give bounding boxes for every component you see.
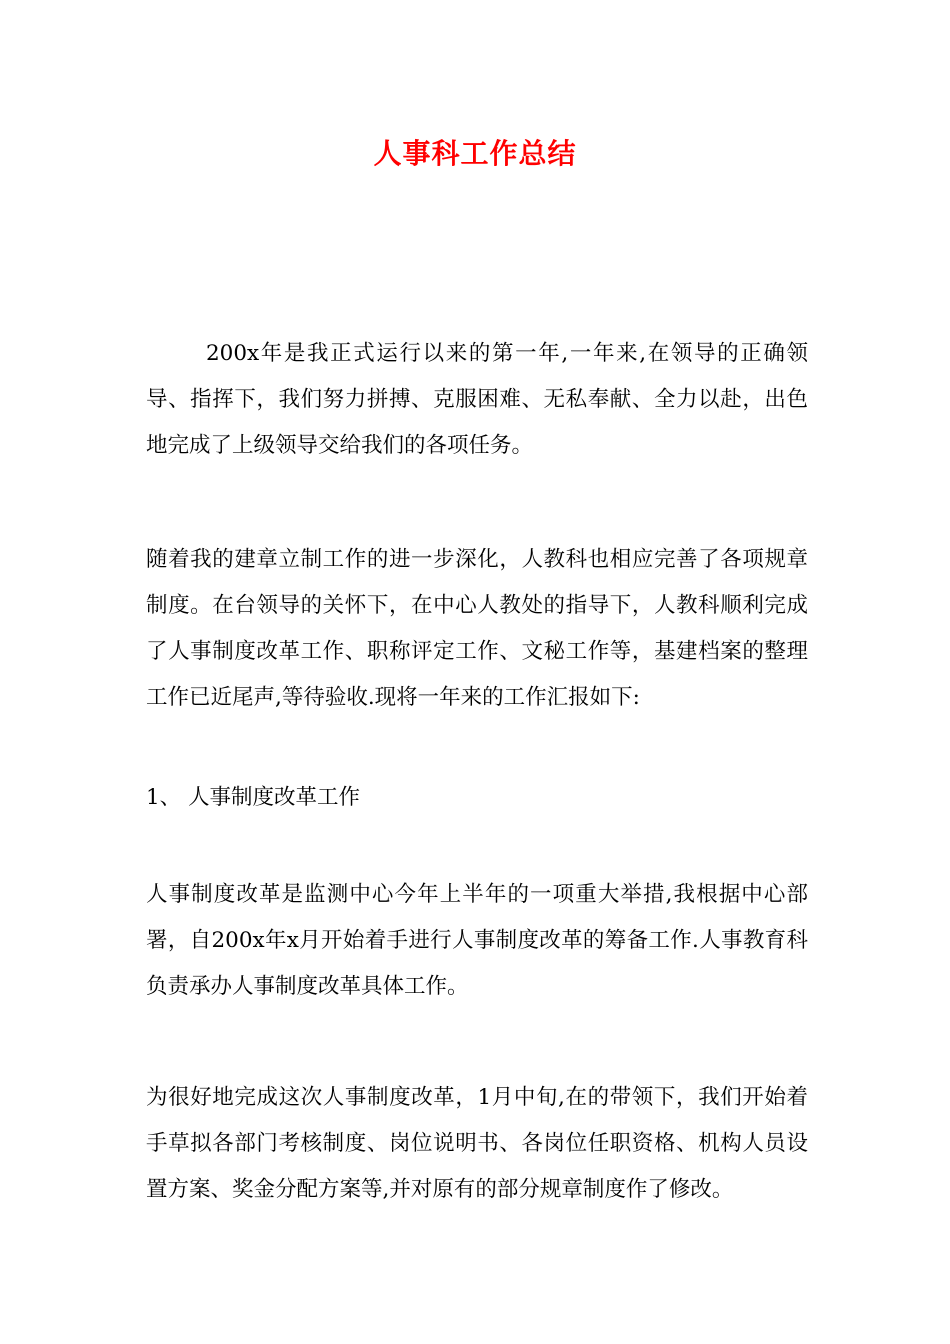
section-heading-text: 人事制度改革工作 [188, 785, 361, 810]
section-number: 1、 [146, 785, 182, 810]
section-heading [146, 775, 808, 821]
overview-paragraph: 随着我的建章立制工作的进一步深化，人教科也相应完善了各项规章制度。在台领导的关怀下，在中心人教处的指导下，人教科顺利完成了人事制度改革工作、职称评定工作、文秘工作等，基建档案的整理工作已近尾声,等待验收.现将一年来的工作汇报如下: [146, 547, 808, 710]
intro-paragraph: 200x年是我正式运行以来的第一年,一年来,在领导的正确领导、指挥下，我们努力拼搏、克服困难、无私奉献、全力以赴，出色地完成了上级领导交给我们的各项任务。 [146, 341, 808, 458]
section-paragraph-2: 为很好地完成这次人事制度改革，1月中旬,在的带领下，我们开始着手草拟各部门考核制度、岗位说明书、各岗位任职资格、机构人员设置方案、奖金分配方案等,并对原有的部分规章制度作了修改。 [146, 1085, 808, 1202]
section-paragraph-1: 人事制度改革是监测中心今年上半年的一项重大举措,我根据中心部署，自200x年x月开始着手进行人事制度改革的筹备工作.人事教育科负责承办人事制度改革具体工作。 [146, 882, 808, 999]
document-title: 人事科工作总结 [373, 137, 577, 170]
